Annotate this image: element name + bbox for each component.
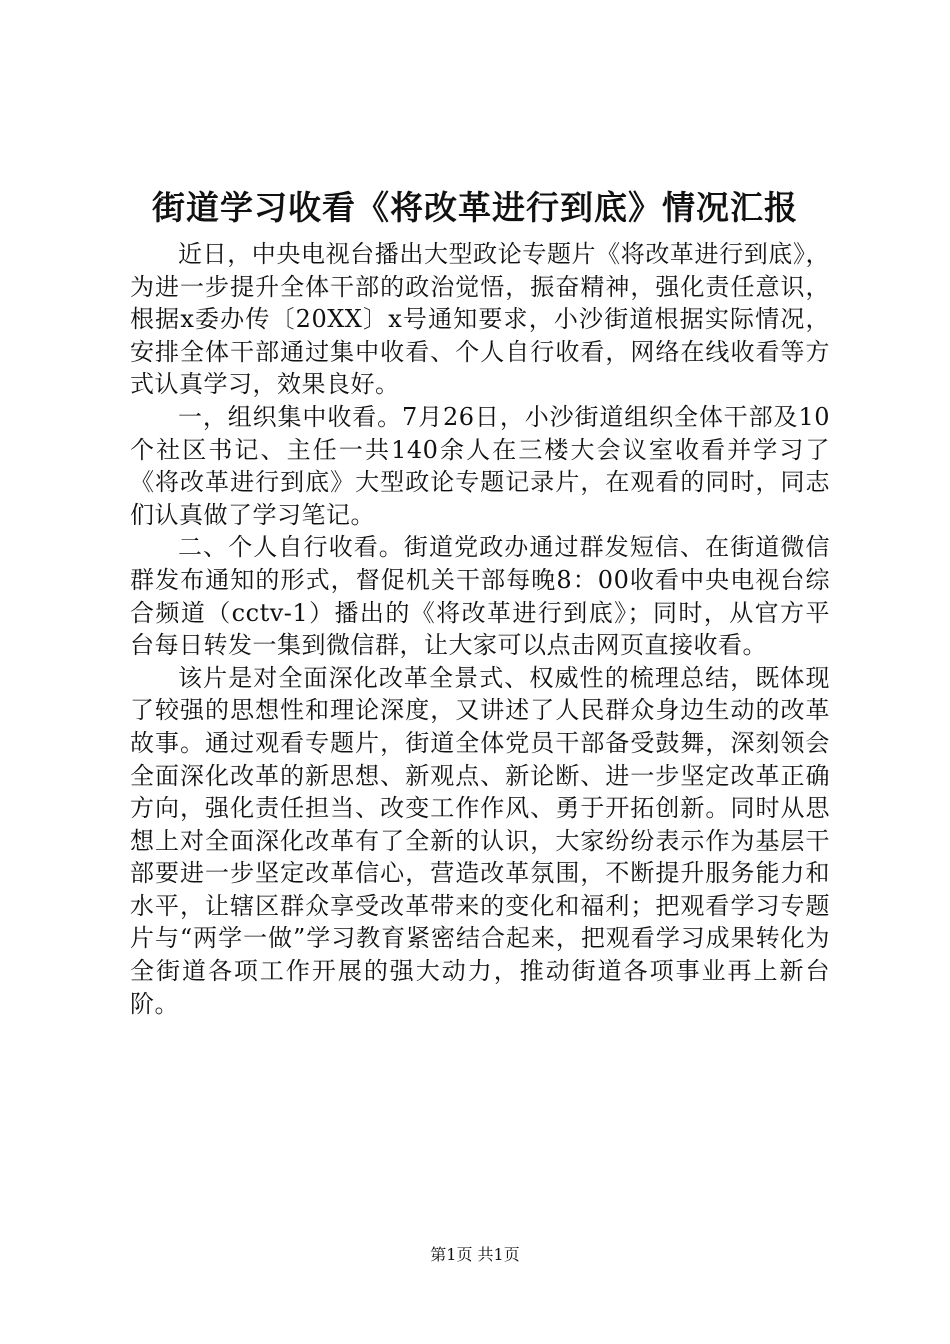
document-title: 街道学习收看《将改革进行到底》情况汇报 — [152, 188, 798, 227]
document-body — [130, 238, 830, 1020]
paragraph-intro: 近日，中央电视台播出大型政论专题片《将改革进行到底》，为进一步提升全体干部的政治觉悟，振奋精神，强化责任意识，根据x委办传〔20XX〕x号通知要求，小沙街道根据实际情况，安排全体干部通过集中收看、个人自行收看，网络在线收看等方式认真学习，效果良好。 — [130, 240, 830, 399]
paragraph-individual-viewing: 二、个人自行收看。街道党政办通过群发短信、在街道微信群发布通知的形式，督促机关干部每晚8：00收看中央电视台综合频道（cctv-1）播出的《将改革进行到底》；同时，从官方平台每日转发一集到微信群，让大家可以点击网页直接收看。 — [130, 533, 830, 660]
paragraph-centralized-viewing: 一，组织集中收看。7月26日，小沙街道组织全体干部及10个社区书记、主任一共140余人在三楼大会议室收看并学习了《将改革进行到底》大型政论专题记录片，在观看的同时，同志们认真做了学习笔记。 — [130, 402, 830, 529]
paragraph-summary: 该片是对全面深化改革全景式、权威性的梳理总结，既体现了较强的思想性和理论深度，又讲述了人民群众身边生动的改革故事。通过观看专题片，街道全体党员干部备受鼓舞，深刻领会全面深化改革的新思想、新观点、新论断、进一步坚定改革正确方向，强化责任担当、改变工作作风、勇于开拓创新。同时从思想上对全面深化改革有了全新的认识，大家纷纷表示作为基层干部要进一步坚定改革信心，营造改革氛围，不断提升服务能力和水平，让辖区群众享受改革带来的变化和福利；把观看学习专题片与“两学一做”学习教育紧密结合起来，把观看学习成果转化为全街道各项工作开展的强大动力，推动街道各项事业再上新台阶。 — [130, 663, 830, 1018]
page-number: 第1页 共1页 — [430, 1245, 520, 1264]
